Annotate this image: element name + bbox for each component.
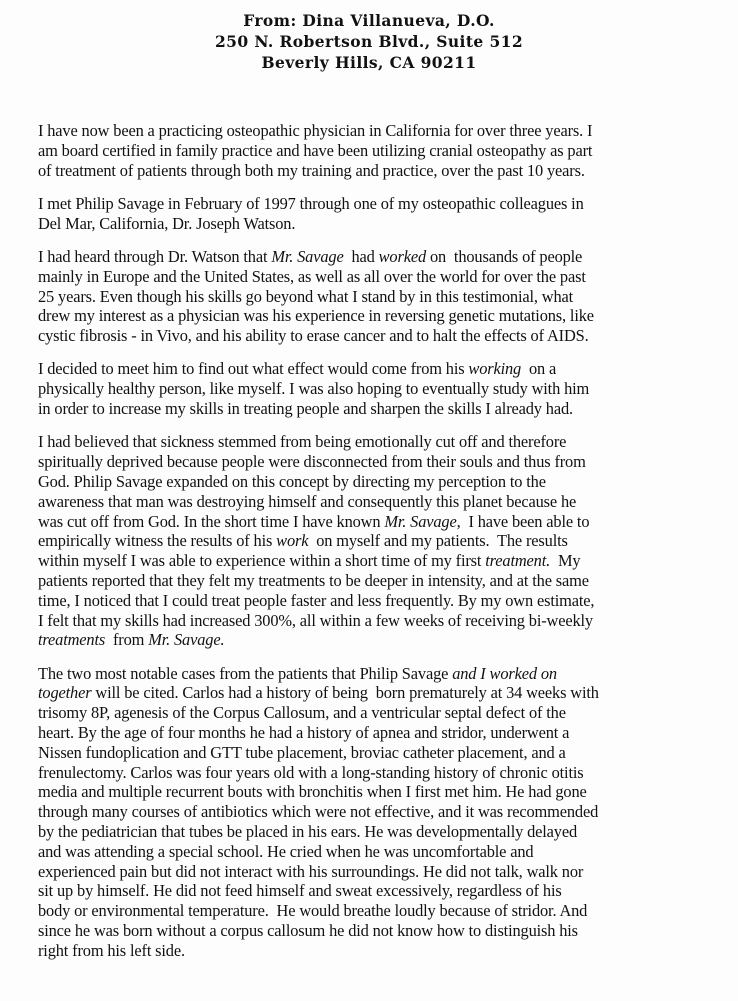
text-run: Nissen fundoplication and GTT tube placement, broviac catheter placement, and a [38,742,566,762]
text-line [38,802,714,822]
text-line [38,763,714,783]
text-run: was cut off from God. In the short time I have known [38,511,385,531]
text-line [38,881,714,901]
text-run: empirically witness the results of his [38,531,277,551]
text-line [38,512,714,532]
text-line [38,326,714,346]
italic-text: Mr. Savage [271,246,344,266]
text-line [38,571,714,591]
text-line [38,862,714,882]
text-run: and was attending a special school. He cried when he was uncomfortable and [38,841,534,861]
text-run: patients reported that they felt my treatments to be deeper in intensity, and at the same [38,570,589,590]
text-line [38,194,714,214]
text-line [38,723,714,743]
italic-text: Mr. Savage [384,511,457,531]
paragraph [38,194,714,234]
text-run: I have now been a practicing osteopathic physician in California for over three years. I [38,121,593,140]
text-run: mainly in Europe and the United States, as well as all over the world for over the past [38,266,586,286]
italic-text: work [276,531,309,551]
text-line [38,683,714,703]
text-run: trisomy 8P, agenesis of the Corpus Callosum, and a ventricular septal defect of the [38,703,566,723]
letterhead-address: 250 N. Robertson Blvd., Suite 512 [214,32,524,51]
text-run: I had believed that sickness stemmed from being emotionally cut off and therefore [38,432,567,452]
text-run: on myself and my patients. The results [308,531,568,551]
text-line [38,432,714,452]
text-run: body or environmental temperature. He would breathe loudly because of stridor. And [38,901,588,921]
text-run: in order to increase my skills in treating people and sharpen the skills I already had. [38,399,573,419]
text-run: sit up by himself. He did not feed himself and sweat excessively, regardless of his [38,881,562,901]
text-run: will be cited. Carlos had a history of being born prematurely at 34 weeks with [91,683,599,703]
text-run: am board certified in family practice and have been utilizing cranial osteopathy as part [38,140,593,160]
text-line [38,141,714,161]
text-run: experienced pain but did not interact with his surroundings. He did not talk, walk nor [38,861,584,881]
text-line [38,267,714,287]
text-run: I had heard through Dr. Watson that [38,246,272,266]
paragraph [38,432,714,650]
text-line [38,306,714,326]
text-run: cystic fibrosis - in Vivo, and his ability to erase cancer and to halt the effects of AIDS. [38,326,589,346]
text-line [38,743,714,763]
text-line [38,287,714,307]
text-run: of treatment of patients through both my training and practice, over the past 10 years. [38,160,585,180]
text-line [38,782,714,802]
text-line [38,822,714,842]
text-line [38,121,714,141]
text-run: The two most notable cases from the patients that Philip Savage [38,663,453,683]
paragraph [38,359,714,418]
text-line [38,472,714,492]
text-line [38,359,714,379]
text-run: heart. By the age of four months he had a history of apnea and stridor, underwent a [38,723,570,743]
text-run: I decided to meet him to find out what effect would come from his [38,359,469,379]
text-run: God. Philip Savage expanded on this concept by directing my perception to the [38,471,546,491]
text-run: spiritually deprived because people were disconnected from their souls and thus from [38,452,586,472]
text-run: right from his left side. [38,940,185,960]
text-run: within myself I was able to experience within a short time of my first [38,551,486,571]
text-line [38,551,714,571]
text-run: on a [521,359,557,379]
text-run: frenulectomy. Carlos was four years old with a long-standing history of chronic otitis [38,762,584,782]
text-line [38,901,714,921]
text-run: I met Philip Savage in February of 1997 through one of my osteopathic colleagues in [38,193,584,213]
text-run: on thousands of people [426,246,583,266]
paragraph [38,121,714,180]
text-line [38,492,714,512]
text-run: awareness that man was destroying himself and consequently this planet because he [38,491,577,511]
text-line [38,161,714,181]
text-run: since he was born without a corpus callosum he did not know how to distinguish his [38,920,578,940]
text-line [38,591,714,611]
text-run: from [105,630,149,650]
text-line [38,399,714,419]
text-run: by the pediatrician that tubes be placed in his ears. He was developmentally delayed [38,822,578,841]
italic-text: working [468,359,522,379]
text-run: time, I noticed that I could treat people faster and less frequently. By my own estimate, [38,590,595,610]
italic-text: treatments [38,630,106,650]
text-line [38,531,714,551]
text-run: 25 years. Even though his skills go beyond what I stand by in this testimonial, what [38,286,574,306]
italic-text: together [38,683,92,703]
text-line [38,664,714,684]
text-line [38,247,714,267]
text-line [38,921,714,941]
text-run: drew my interest as a physician was his experience in reversing genetic mutations, like [38,306,594,326]
letterhead-city: Beverly Hills, CA 90211 [261,53,477,72]
text-line [38,630,714,650]
letterhead [0,10,738,73]
text-run: had [343,246,379,266]
text-line [38,842,714,862]
text-line [38,214,714,234]
paragraph [38,664,714,961]
text-run: physically healthy person, like myself. I was also hoping to eventually study with him [38,379,590,399]
italic-text: worked [378,246,426,266]
letterhead-from: From: Dina Villanueva, D.O. [243,11,495,30]
text-line [38,703,714,723]
letter-body [38,121,714,974]
italic-text: and I worked on [452,663,557,683]
paragraph [38,247,714,346]
text-run: through many courses of antibiotics which were not effective, and it was recommended [38,802,599,822]
text-run: media and multiple recurrent bouts with bronchitis when I first met him. He had gone [38,782,587,802]
text-line [38,379,714,399]
text-line [38,941,714,961]
text-run: Del Mar, California, Dr. Joseph Watson. [38,213,296,233]
text-line [38,611,714,631]
italic-text: treatment. [485,551,551,571]
text-line [38,452,714,472]
text-run: , I have been able to [456,511,590,531]
text-run: I felt that my skills had increased 300%, all within a few weeks of receiving bi-weekly [38,610,593,630]
text-run: My [550,551,581,571]
italic-text: Mr. Savage. [148,630,225,650]
